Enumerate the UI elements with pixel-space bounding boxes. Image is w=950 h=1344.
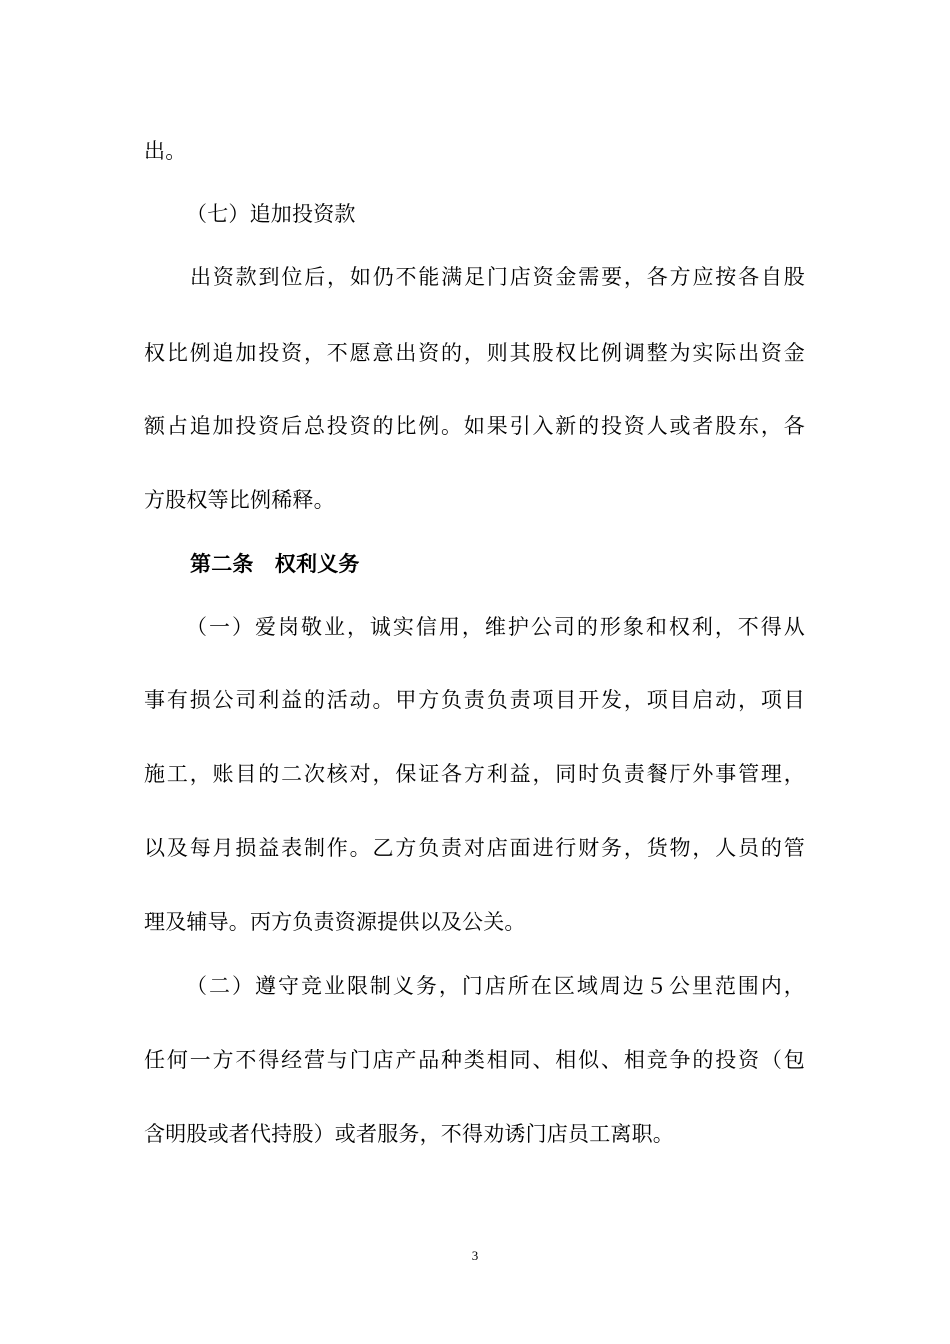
paragraph-line: 额占追加投资后总投资的比例。如果引入新的投资人或者股东，各 <box>144 414 805 438</box>
paragraph-line: 出。 <box>144 139 187 163</box>
paragraph-line: 事有损公司利益的活动。甲方负责负责项目开发，项目启动，项目 <box>144 688 805 712</box>
page-number: 3 <box>471 1248 479 1263</box>
paragraph-line: （一）爱岗敬业，诚实信用，维护公司的形象和权利，不得从 <box>186 615 805 639</box>
paragraph-line: 出资款到位后，如仍不能满足门店资金需要，各方应按各自股 <box>190 265 805 289</box>
section-heading-7: （七）追加投资款 <box>186 202 356 226</box>
article-heading: 第二条 权利义务 <box>190 551 360 576</box>
paragraph-line: 任何一方不得经营与门店产品种类相同、相似、相竞争的投资（包 <box>144 1048 805 1072</box>
paragraph-line: 权比例追加投资，不愿意出资的，则其股权比例调整为实际出资金 <box>144 341 805 365</box>
paragraph-line: （二）遵守竞业限制义务，门店所在区域周边５公里范围内， <box>186 974 805 998</box>
paragraph-line: 施工，账目的二次核对，保证各方利益，同时负责餐厅外事管理， <box>144 762 805 786</box>
paragraph-line: 方股权等比例稀释。 <box>144 488 335 512</box>
paragraph-line: 理及辅导。丙方负责资源提供以及公关。 <box>144 910 526 934</box>
paragraph-line: 含明股或者代持股）或者服务，不得劝诱门店员工离职。 <box>144 1122 674 1146</box>
paragraph-line: 以及每月损益表制作。乙方负责对店面进行财务，货物，人员的管 <box>144 836 805 860</box>
